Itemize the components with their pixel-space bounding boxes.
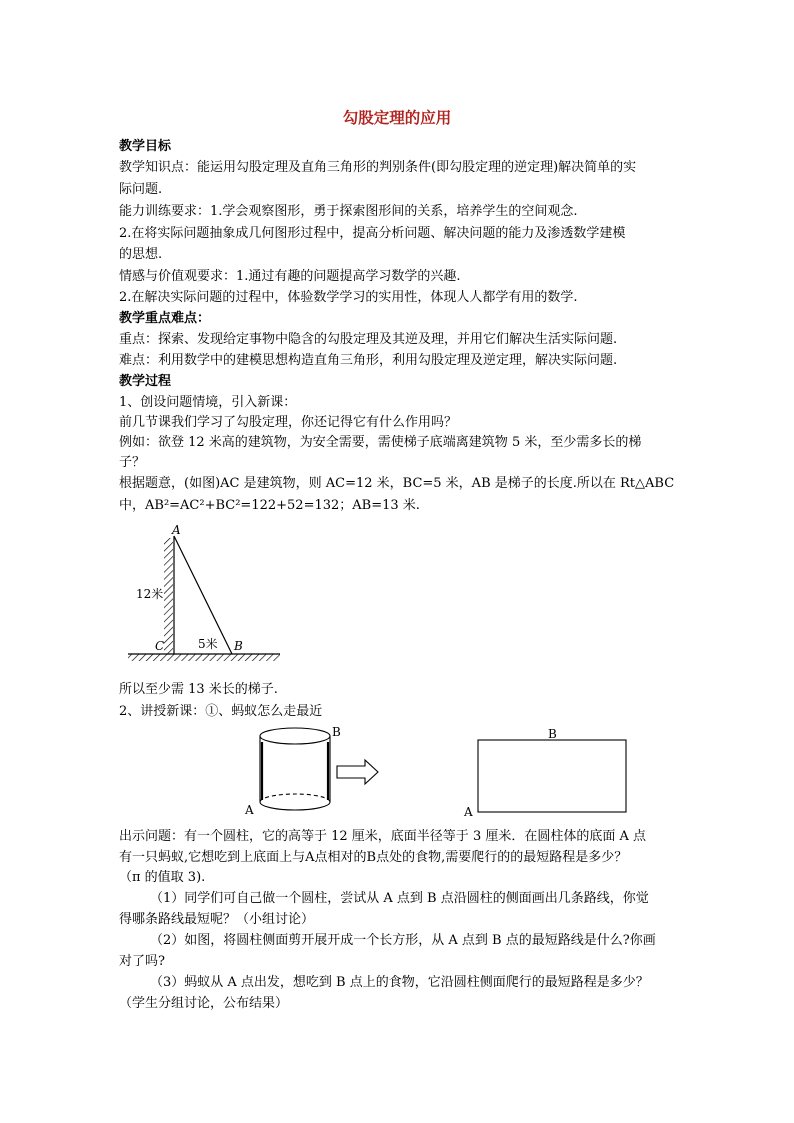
height-label: 12米 <box>136 587 164 601</box>
text-line: （学生分组讨论，公布结果） <box>119 996 289 1011</box>
text-line: 2.在将实际问题抽象成几何图形过程中，提高分析问题、解决问题的能力及渗透数学建模 <box>119 226 626 241</box>
ladder-triangle-figure <box>124 520 284 665</box>
text-line: 子？ <box>119 455 146 470</box>
text-line: 际问题. <box>119 182 163 197</box>
text-line: 1、创设问题情境，引入新课： <box>119 395 297 410</box>
cylinder-point-a: A <box>245 803 254 817</box>
text-line: 2、讲授新课：①、蚂蚁怎么走最近 <box>119 704 323 719</box>
text-line: 例如：欲登 12 米高的建筑物，为安全需要，需使梯子底端离建筑物 5 米，至少需多长的梯 <box>119 435 642 450</box>
text-line: 的思想. <box>119 247 163 262</box>
heading-teaching-goals: 教学目标 <box>119 139 172 154</box>
text-line: 重点：探索、发现给定事物中隐含的勾股定理及其逆及理，并用它们解决生活实际问题. <box>119 332 618 347</box>
text-line: （2）如图，将圆柱侧面剪开展开成一个长方形，从 A 点到 B 点的最短路线是什么?你画 <box>150 933 656 948</box>
heading-key-points: 教学重点难点： <box>119 311 211 326</box>
text-line: 教学知识点：能运用勾股定理及直角三角形的判别条件(即勾股定理的逆定理)解决简单的实 <box>119 160 637 175</box>
text-line: （π 的值取 3). <box>119 870 206 885</box>
ground-hatch <box>128 654 280 661</box>
text-line: 根据题意，(如图)AC 是建筑物，则 AC=12 米，BC=5 米，AB 是梯子的长度.所以在 Rt△ABC <box>119 476 675 491</box>
text-line: 中，AB²=AC²+BC²=122+52=132；AB=13 米. <box>119 498 420 513</box>
text-line: 前几节课我们学习了勾股定理，你还记得它有什么作用吗？ <box>119 415 458 430</box>
text-line: 能力训练要求：1.学会观察图形，勇于探索图形间的关系，培养学生的空间观念. <box>119 204 578 219</box>
text-line: 2.在解决实际问题的过程中，体验数学学习的实用性，体现人人都学有用的数学. <box>119 290 578 305</box>
text-line: 得哪条路线最短呢？（小组讨论） <box>119 912 315 927</box>
point-a-label: A <box>172 523 181 537</box>
text-line: 情感与价值观要求：1.通过有趣的问题提高学习数学的兴趣. <box>119 269 461 284</box>
right-arrow-icon <box>337 760 378 784</box>
text-line: 对了吗? <box>119 954 165 969</box>
heading-teaching-process: 教学过程 <box>119 374 172 389</box>
text-line: 出示问题：有一个圆柱，它的高等于 12 厘米，底面半径等于 3 厘米．在圆柱体的底面 A 点 <box>119 829 646 844</box>
cylinder-unfold-figure <box>240 720 640 820</box>
cylinder-point-b: B <box>332 725 341 739</box>
page-title: 勾股定理的应用 <box>342 108 452 127</box>
text-line: 难点：利用数学中的建模思想构造直角三角形，利用勾股定理及逆定理，解决实际问题. <box>119 353 618 368</box>
rectangle-point-b: B <box>548 727 557 741</box>
cylinder-shape <box>260 728 330 810</box>
text-line: （3）蚂蚁从 A 点出发，想吃到 B 点上的食物，它沿圆柱侧面爬行的最短路程是多少？ <box>150 975 649 990</box>
base-label: 5米 <box>198 637 218 651</box>
wall-hatch <box>164 538 173 654</box>
rectangle-point-a: A <box>464 805 473 819</box>
point-c-label: C <box>155 639 165 653</box>
point-b-label: B <box>234 639 243 653</box>
unfolded-rectangle <box>478 740 626 812</box>
text-line: 有一只蚂蚁,它想吃到上底面上与A点相对的B点处的食物,需要爬行的的最短路程是多少？ <box>119 850 628 865</box>
text-line: 所以至少需 13 米长的梯子. <box>119 682 278 697</box>
text-line: （1）同学们可自己做一个圆柱，尝试从 A 点到 B 点沿圆柱的侧面画出几条路线，你觉 <box>150 891 649 906</box>
